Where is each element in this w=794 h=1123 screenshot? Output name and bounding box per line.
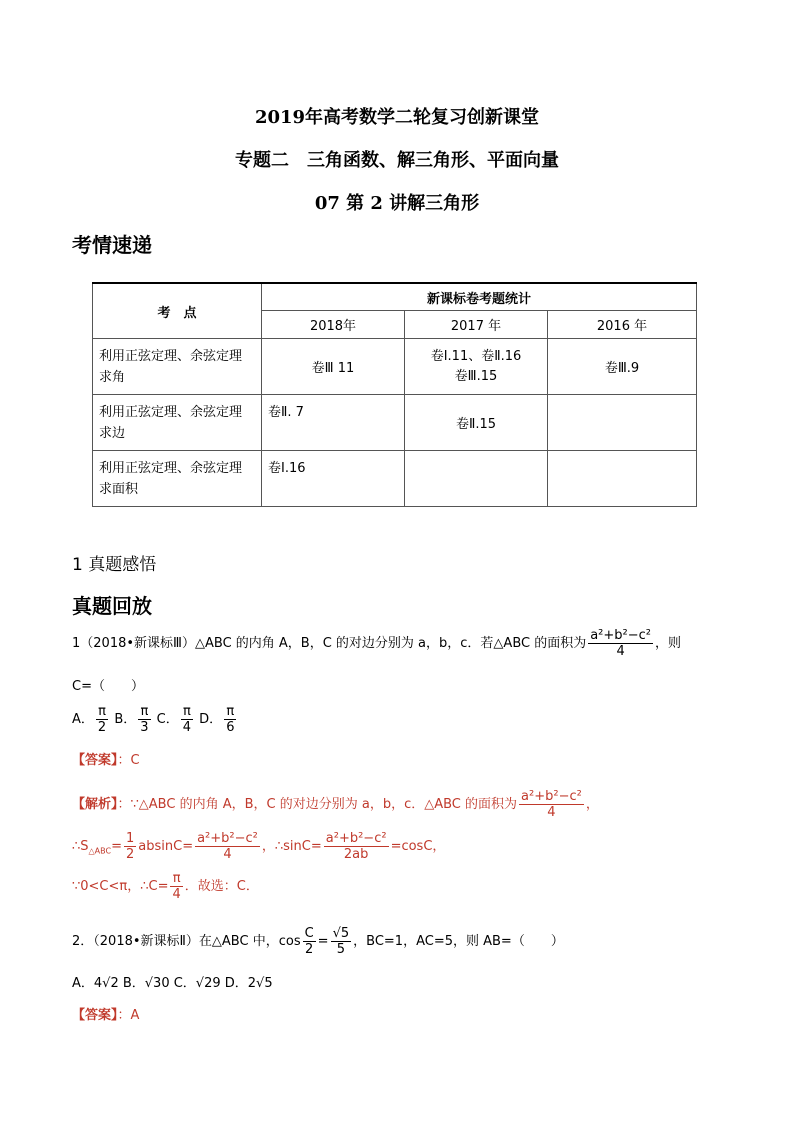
option-label: D． <box>199 712 223 727</box>
analysis-fraction <box>519 789 584 820</box>
title-line-3: 07 第 2 讲解三角形 <box>314 193 480 214</box>
q1-options <box>72 704 238 735</box>
table-cell-2018: 卷Ⅲ 11 <box>262 339 405 395</box>
table-cell-2018: 卷Ⅰ.16 <box>262 451 405 507</box>
table-row-topic <box>93 451 262 507</box>
analysis-text: absinC= <box>138 839 194 854</box>
fraction-denominator: 4 <box>182 720 192 735</box>
topic-line: 求角 <box>99 369 126 385</box>
section-heading-zhenti: 真题回放 <box>72 594 152 618</box>
answer-text: ：C <box>117 753 140 768</box>
half-angle-fraction <box>303 926 316 957</box>
analysis-text: ∵0<C<π，∴C= <box>72 879 169 894</box>
topic-line: 求边 <box>99 425 126 441</box>
table-head-group: 新课标卷考题统计 <box>262 283 697 311</box>
analysis-subscript: △ABC <box>88 846 112 856</box>
table-cell-2016 <box>548 395 697 451</box>
fraction-denominator: 2 <box>97 720 107 735</box>
fraction-numerator: π <box>138 704 150 720</box>
q1-area-fraction <box>588 628 653 659</box>
half-fraction <box>124 831 136 862</box>
fraction-numerator: π <box>181 704 193 720</box>
q2-stem-text: ，BC=1，AC=5，则 AB=（ ） <box>353 934 564 949</box>
topic-line: 利用正弦定理、余弦定理 <box>99 404 243 420</box>
root-fraction <box>331 926 352 957</box>
table-year-2017: 2017 年 <box>405 311 548 339</box>
analysis-fraction <box>170 871 182 902</box>
fraction-denominator: 3 <box>140 720 149 735</box>
cell-line: 卷Ⅰ.11、卷Ⅱ.16 <box>430 348 522 364</box>
q1-analysis-line-3 <box>72 871 259 902</box>
analysis-text: ，∴sinC= <box>261 839 322 854</box>
fraction-numerator: a²+b²−c² <box>197 831 258 846</box>
option-fraction <box>96 704 108 735</box>
table-row-topic <box>93 339 262 395</box>
q1-stem-c: C=（ ） <box>72 679 144 694</box>
answer-text: ：A <box>117 1008 140 1023</box>
table-cell-2016: 卷Ⅲ.9 <box>548 339 697 395</box>
fraction-denominator: 4 <box>616 644 625 659</box>
analysis-text: ：∵△ABC 的内角 A，B，C 的对边分别为 a，b，c．△ABC 的面积为 <box>117 797 518 812</box>
analysis-text: = <box>111 839 122 854</box>
table-year-2016: 2016 年 <box>548 311 697 339</box>
section-heading-1: 1 真题感悟 <box>72 555 157 575</box>
fraction-denominator: 6 <box>226 720 235 735</box>
analysis-fraction <box>195 831 260 862</box>
q1-stem <box>72 628 681 659</box>
answer-label: 【答案】 <box>72 753 118 768</box>
fraction-denominator: 4 <box>172 887 181 902</box>
fraction-numerator: a²+b²−c² <box>590 628 652 643</box>
table-cell-2016 <box>548 451 697 507</box>
topic-line: 求面积 <box>99 481 139 497</box>
option-label: B． <box>114 712 137 727</box>
analysis-fraction <box>324 831 389 862</box>
fraction-numerator: π <box>224 704 236 720</box>
answer-label: 【答案】 <box>72 1008 118 1023</box>
fraction-denominator: 4 <box>223 847 232 862</box>
topic-line: 利用正弦定理、余弦定理 <box>99 460 243 476</box>
fraction-numerator: √5 <box>332 926 350 941</box>
q1-answer <box>72 749 140 768</box>
fraction-numerator: 1 <box>126 831 135 846</box>
q2-answer <box>72 1004 139 1023</box>
fraction-denominator: 5 <box>336 942 345 957</box>
fraction-denominator: 2 <box>126 847 135 862</box>
option-fraction <box>224 704 236 735</box>
q2-options: A．4√2 B．√30 C．√29 D．2√5 <box>72 976 273 991</box>
fraction-numerator: a²+b²−c² <box>521 789 582 804</box>
q2-stem-text: 2．（2018•新课标Ⅱ）在△ABC 中，cos <box>72 934 301 949</box>
title-line-2: 专题二 三角函数、解三角形、平面向量 <box>235 150 559 171</box>
analysis-text: ．故选：C． <box>184 879 259 894</box>
section-heading-kaoqing: 考情速递 <box>72 233 152 257</box>
exam-statistics-table <box>92 282 697 507</box>
cell-line: 卷Ⅲ.15 <box>454 368 498 384</box>
option-fraction <box>138 704 150 735</box>
fraction-denominator: 4 <box>547 805 556 820</box>
table-cell-2017: 卷Ⅱ.15 <box>405 395 548 451</box>
analysis-text: =cosC， <box>390 839 446 854</box>
option-label: C． <box>156 712 179 727</box>
fraction-denominator: 2 <box>304 942 314 957</box>
option-label: A． <box>72 712 94 727</box>
topic-line: 利用正弦定理、余弦定理 <box>99 348 243 364</box>
fraction-denominator: 2ab <box>343 847 369 862</box>
analysis-text: ， <box>585 797 599 812</box>
fraction-numerator: π <box>170 871 182 887</box>
fraction-numerator: C <box>304 926 314 941</box>
q2-stem-text: = <box>317 934 329 949</box>
title-line-1: 2019年高考数学二轮复习创新课堂 <box>254 107 540 128</box>
fraction-numerator: π <box>96 704 108 720</box>
q1-stem-text: 1（2018•新课标Ⅲ）△ABC 的内角 A，B，C 的对边分别为 a，b，c．若△ABC 的面积为 <box>72 636 587 651</box>
table-row-topic <box>93 395 262 451</box>
fraction-numerator: a²+b²−c² <box>325 831 387 846</box>
analysis-text: ∴S <box>72 839 89 854</box>
q1-stem-text: ，则 <box>655 636 682 651</box>
table-cell-2018: 卷Ⅱ. 7 <box>262 395 405 451</box>
table-year-2018: 2018年 <box>262 311 405 339</box>
option-fraction <box>181 704 193 735</box>
table-cell-2017 <box>405 451 548 507</box>
q1-analysis-line-1 <box>72 789 599 820</box>
q1-analysis-line-2 <box>72 831 445 862</box>
table-cell-2017 <box>405 339 548 395</box>
q2-stem <box>72 926 564 957</box>
table-head-topic: 考 点 <box>93 283 262 339</box>
analysis-label: 【解析】 <box>72 797 118 812</box>
